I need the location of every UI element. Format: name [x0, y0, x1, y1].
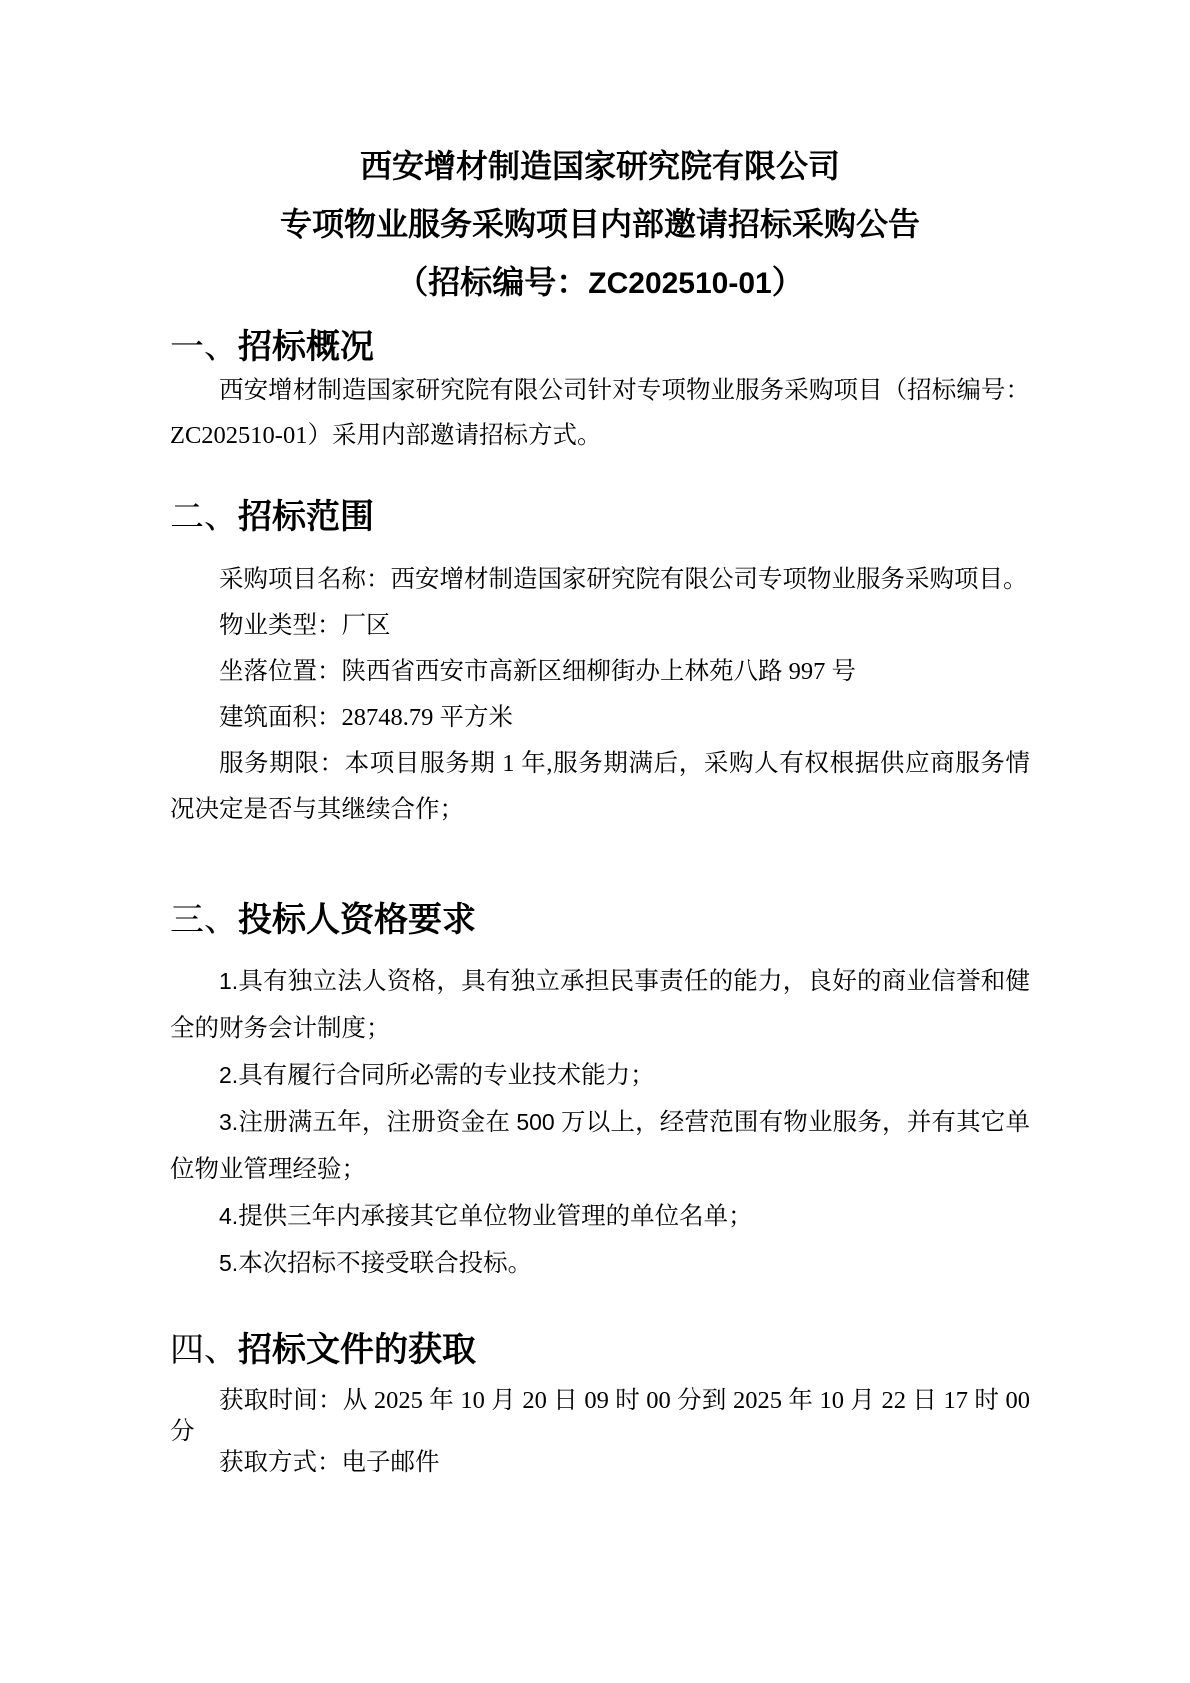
section-tender-scope — [170, 498, 1030, 833]
section-4-heading — [170, 1331, 1030, 1371]
qualification-item-4 — [170, 1193, 1030, 1240]
qualification-item-5-number: 5. — [219, 1250, 239, 1276]
qualification-item-1-text: 具有独立法人资格，具有独立承担民事责任的能力，良好的商业信誉和健全的财务会计制度； — [170, 968, 1030, 1042]
section-1-heading — [170, 328, 1030, 368]
section-document-acquisition — [170, 1331, 1030, 1478]
scope-item-project-name: 采购项目名称：西安增材制造国家研究院有限公司专项物业服务采购项目。 — [219, 566, 1028, 593]
section-1-paragraph: 西安增材制造国家研究院有限公司针对专项物业服务采购项目（招标编号：ZC202510-01）采用内部邀请招标方式。 — [170, 377, 1030, 449]
acquisition-method: 获取方式：电子邮件 — [219, 1449, 440, 1476]
section-4-items — [170, 1385, 1030, 1478]
section-2-heading — [170, 498, 1030, 538]
scope-item-location: 坐落位置：陕西省西安市高新区细柳街办上林苑八路 997 号 — [219, 658, 856, 685]
qualification-item-5-text: 本次招标不接受联合投标。 — [238, 1250, 533, 1277]
qualification-item-5 — [170, 1240, 1030, 1287]
qualification-item-4-text: 提供三年内承接其它单位物业管理的单位名单； — [238, 1203, 753, 1230]
qualification-item-1 — [170, 958, 1030, 1052]
section-3-heading — [170, 901, 1030, 941]
section-4-number: 四、 — [170, 1332, 238, 1369]
qualification-item-3-text-after: 万以上，经营范围有物业服务，并有其它单位物业管理经验； — [170, 1109, 1030, 1183]
qualification-item-4-number: 4. — [219, 1203, 239, 1229]
section-2-items — [170, 557, 1030, 833]
section-3-items — [170, 958, 1030, 1287]
qualification-item-2-number: 2. — [219, 1062, 239, 1088]
qualification-item-3-number: 3. — [219, 1109, 239, 1135]
title-line-company: 西安增材制造国家研究院有限公司 — [359, 148, 840, 184]
section-3-title: 投标人资格要求 — [238, 902, 476, 939]
section-1-title: 招标概况 — [238, 329, 374, 366]
scope-item-service-term: 服务期限：本项目服务期 1 年,服务期满后，采购人有权根据供应商服务情况决定是否与其继续合作； — [170, 750, 1030, 823]
document-title-block — [170, 146, 1030, 304]
scope-item-building-area: 建筑面积：28748.79 平方米 — [219, 704, 513, 731]
qualification-item-2 — [170, 1052, 1030, 1099]
acquisition-time: 获取时间：从 2025 年 10 月 20 日 09 时 00 分到 2025 年 10 月 22 日 17 时 00 分 — [170, 1387, 1030, 1445]
qualification-item-3-capital-value: 500 — [516, 1109, 555, 1135]
qualification-item-3 — [170, 1099, 1030, 1193]
section-tender-overview — [170, 328, 1030, 458]
section-1-number: 一、 — [170, 329, 238, 366]
scope-item-property-type: 物业类型：厂区 — [219, 612, 391, 639]
title-line-tender-number — [170, 262, 1030, 304]
section-3-number: 三、 — [170, 902, 238, 939]
qualification-item-2-text: 具有履行合同所必需的专业技术能力； — [238, 1062, 655, 1089]
qualification-item-3-text-before: 注册满五年，注册资金在 — [238, 1109, 517, 1136]
tender-number-code: ZC202510-01 — [588, 267, 772, 300]
section-bidder-qualification — [170, 901, 1030, 1287]
tender-number-prefix: （招标编号： — [396, 264, 589, 300]
tender-number-suffix: ） — [771, 264, 804, 300]
qualification-item-1-number: 1. — [219, 968, 239, 994]
title-line-announcement: 专项物业服务采购项目内部邀请招标采购公告 — [279, 206, 920, 242]
section-2-number: 二、 — [170, 499, 238, 536]
section-4-title: 招标文件的获取 — [238, 1332, 476, 1369]
section-2-title: 招标范围 — [238, 499, 374, 536]
